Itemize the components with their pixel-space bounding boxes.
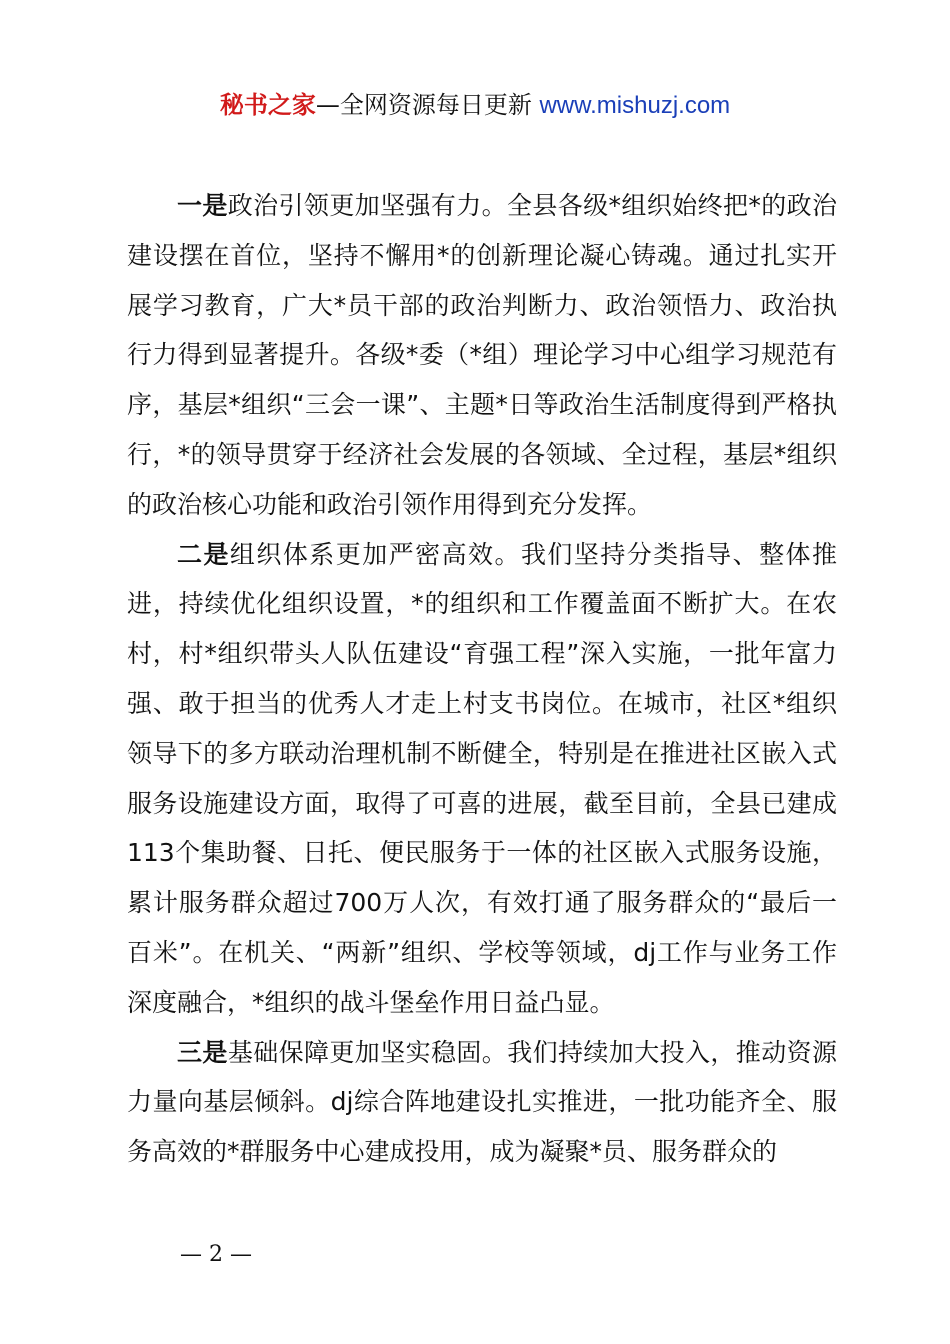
paragraph-1-text: 政治引领更加坚强有力。全县各级*组织始终把*的政治建设摆在首位，坚持不懈用*的创新理论凝心铸魂。通过扎实开展学习教育，广大*员干部的政治判断力、政治领悟力、政治执行力得到显著提升。各级*委（*组）理论学习中心组学习规范有序，基层*组织“三会一课”、主题*日等政治生活制度得到严格执行，*的领导贯穿于经济社会发展的各领域、全过程，基层*组织的政治核心功能和政治引领作用得到充分发挥。 — [127, 191, 837, 519]
paragraph-1-lead: 一是 — [177, 191, 228, 220]
paragraph-3-lead: 三是 — [177, 1037, 228, 1067]
paragraph-1 — [127, 181, 837, 530]
header-tagline: —全网资源每日更新 — [315, 91, 540, 119]
header-brand: 秘书之家 — [219, 91, 316, 119]
paragraph-3-text: 基础保障更加坚实稳固。我们持续加大投入，推动资源力量向基层倾斜。dj综合阵地建设扎实推进，一批功能齐全、服务高效的*群服务中心建成投用，成为凝聚*员、服务群众的 — [127, 1037, 837, 1167]
page-header — [0, 88, 950, 123]
paragraph-3 — [127, 1028, 837, 1177]
paragraph-2-text: 组织体系更加严密高效。我们坚持分类指导、整体推进，持续优化组织设置，*的组织和工作覆盖面不断扩大。在农村，村*组织带头人队伍建设“育强工程”深入实施，一批年富力强、敢于担当的优秀人才走上村支书岗位。在城市，社区*组织领导下的多方联动治理机制不断健全，特别是在推进社区嵌入式服务设施建设方面，取得了可喜的进展，截至目前，全县已建成113个集助餐、日托、便民服务于一体的社区嵌入式服务设施，累计服务群众超过700万人次，有效打通了服务群众的“最后一百米”。在机关、“两新”组织、学校等领域，dj工作与业务工作深度融合，*组织的战斗堡垒作用日益凸显。 — [127, 539, 837, 1017]
page-number: — 2 — — [180, 1242, 252, 1267]
header-url-link[interactable]: www.mishuzj.com — [539, 92, 731, 119]
document-body — [127, 181, 837, 1177]
paragraph-2 — [127, 530, 837, 1028]
paragraph-2-lead: 二是 — [177, 539, 230, 569]
